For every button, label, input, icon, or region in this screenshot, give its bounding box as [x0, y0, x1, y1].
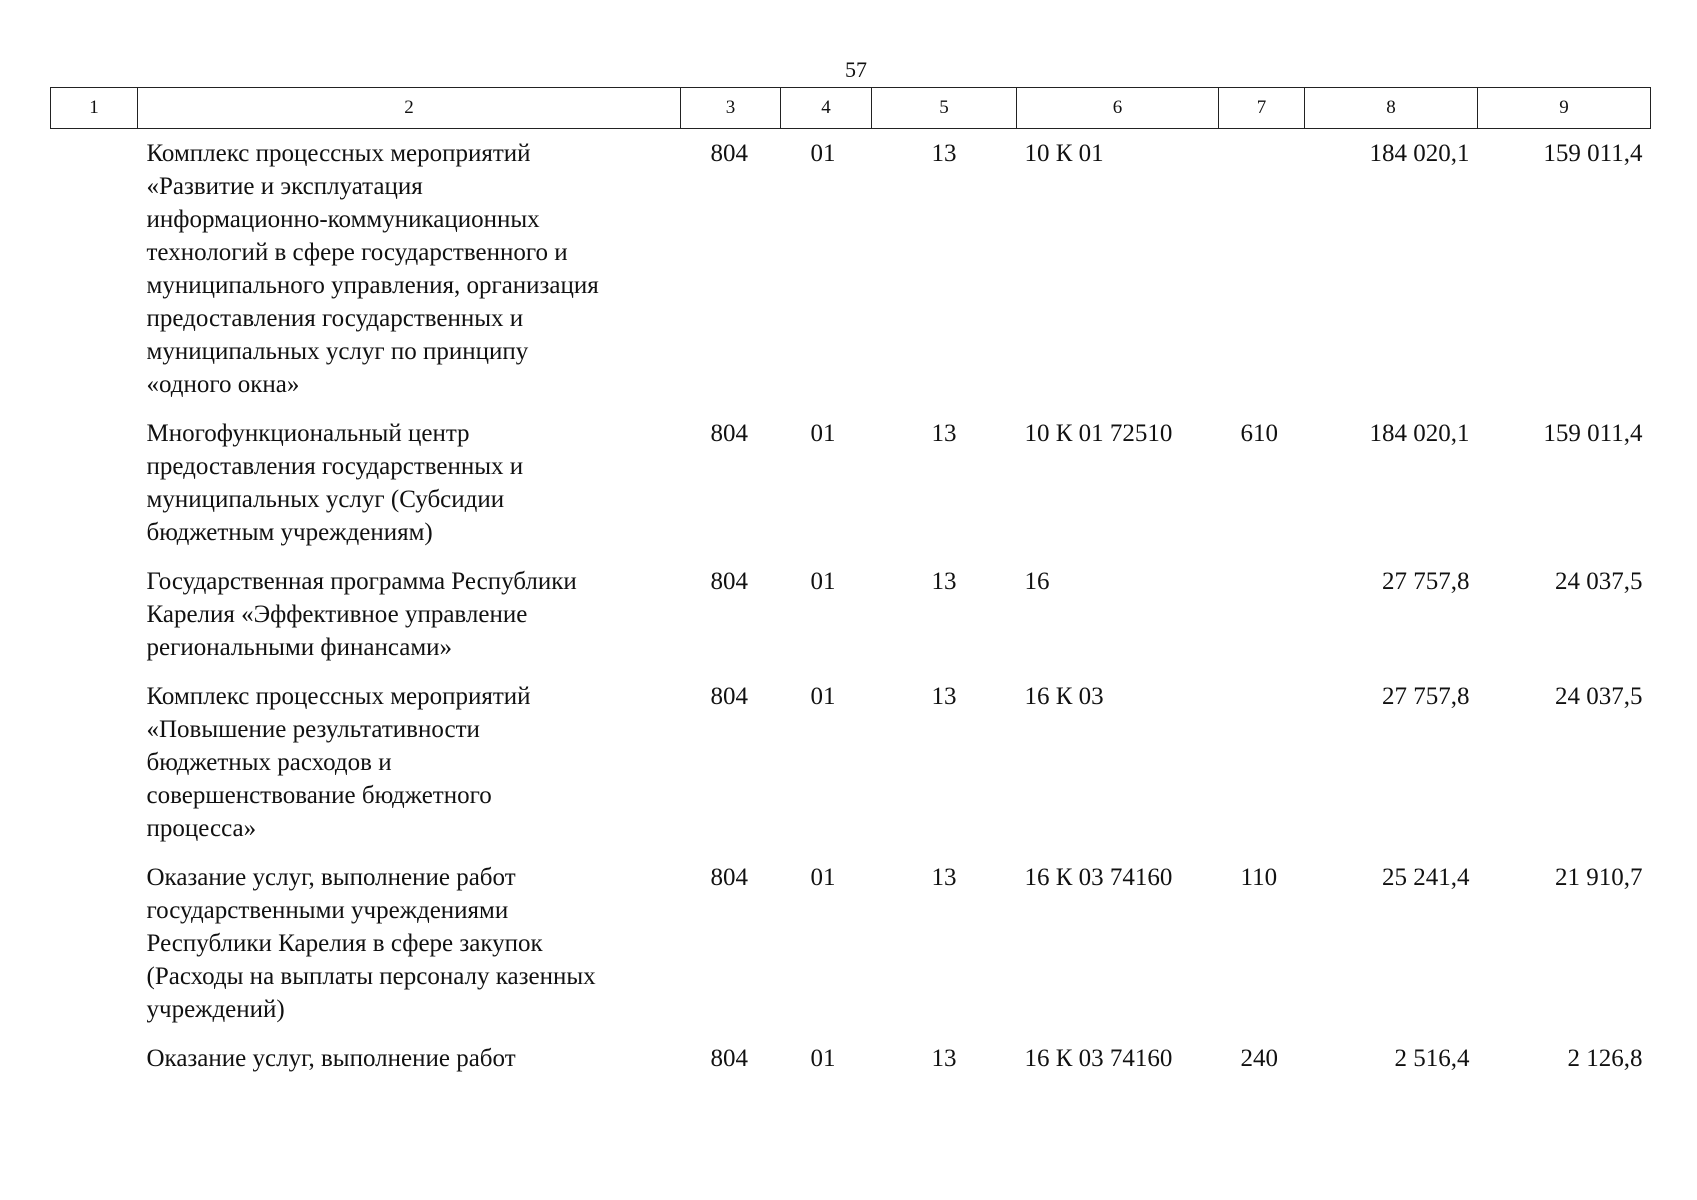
ministry-code-cell: 804 [710, 864, 748, 891]
amount-year2-cell: 21 910,7 [1555, 864, 1643, 891]
item-name-line: предоставления государственных и [146, 305, 524, 332]
table-body [51, 129, 1651, 1084]
table-row [51, 557, 1651, 672]
ministry-code-cell: 804 [710, 420, 748, 447]
row-number-cell [51, 557, 138, 672]
item-name-line: региональными финансами» [146, 634, 453, 661]
amount-year1-cell: 27 757,8 [1382, 683, 1470, 710]
table-row [51, 1034, 1651, 1083]
table-row [51, 672, 1651, 853]
row-number-cell [51, 1034, 138, 1083]
item-name-line: бюджетных расходов и [146, 749, 392, 776]
header-col-9: 9 [1478, 88, 1651, 129]
section-code-cell: 01 [810, 683, 836, 710]
item-name-line: Оказание услуг, выполнение работ [146, 1045, 516, 1072]
amount-year1-cell: 184 020,1 [1369, 420, 1470, 447]
row-number-cell [51, 409, 138, 557]
amount-year2-cell: 2 126,8 [1567, 1045, 1643, 1072]
amount-year1-cell: 25 241,4 [1382, 864, 1470, 891]
expense-type-cell [1219, 557, 1305, 672]
item-name-line: учреждений) [146, 996, 285, 1023]
ministry-code-cell: 804 [710, 140, 748, 167]
header-col-3: 3 [681, 88, 781, 129]
item-name-line: муниципальных услуг по принципу [146, 338, 529, 365]
section-code-cell: 01 [810, 140, 836, 167]
amount-year2-cell: 159 011,4 [1543, 140, 1643, 167]
page-number: 57 [845, 57, 867, 82]
item-name-cell [138, 853, 681, 1034]
item-name-line: технологий в сфере государственного и [146, 239, 568, 266]
item-name-line: бюджетным учреждениям) [146, 519, 433, 546]
amount-year1-cell: 184 020,1 [1369, 140, 1470, 167]
expense-type-cell [1219, 672, 1305, 853]
section-code-cell: 01 [810, 1045, 836, 1072]
subsection-code-cell: 13 [931, 1045, 957, 1072]
subsection-code-cell: 13 [931, 864, 957, 891]
item-name-cell [138, 672, 681, 853]
item-name-line: «Повышение результативности [146, 716, 480, 743]
target-article-cell: 16 К 03 74160 [1024, 864, 1173, 891]
item-name-line: Многофункциональный центр [146, 420, 470, 447]
section-code-cell: 01 [810, 864, 836, 891]
amount-year2-cell: 24 037,5 [1555, 568, 1643, 595]
item-name-line: «Развитие и эксплуатация [146, 173, 423, 200]
item-name-line: Комплекс процессных мероприятий [146, 140, 531, 167]
amount-year1-cell: 27 757,8 [1382, 568, 1470, 595]
table-header [51, 88, 1651, 129]
target-article-cell: 10 К 01 [1024, 140, 1104, 167]
ministry-code-cell: 804 [710, 568, 748, 595]
header-col-1: 1 [51, 88, 138, 129]
table-row [51, 853, 1651, 1034]
expense-type-cell [1219, 129, 1305, 410]
item-name-cell [138, 557, 681, 672]
item-name-line: Государственная программа Республики [146, 568, 577, 595]
item-name-line: муниципального управления, организация [146, 272, 599, 299]
item-name-line: совершенствование бюджетного [146, 782, 492, 809]
expense-type-cell: 240 [1240, 1045, 1278, 1072]
amount-year2-cell: 159 011,4 [1543, 420, 1643, 447]
header-col-2: 2 [138, 88, 681, 129]
header-col-5: 5 [872, 88, 1017, 129]
ministry-code-cell: 804 [710, 683, 748, 710]
amount-year1-cell: 2 516,4 [1394, 1045, 1470, 1072]
item-name-line: Республики Карелия в сфере закупок [146, 930, 543, 957]
item-name-cell [138, 1034, 681, 1083]
item-name-line: процесса» [146, 815, 257, 842]
item-name-line: Комплекс процессных мероприятий [146, 683, 531, 710]
header-col-7: 7 [1219, 88, 1305, 129]
target-article-cell: 16 [1024, 568, 1050, 595]
item-name-cell [138, 409, 681, 557]
item-name-cell [138, 129, 681, 410]
subsection-code-cell: 13 [931, 140, 957, 167]
item-name-line: Оказание услуг, выполнение работ [146, 864, 516, 891]
budget-table [50, 87, 1651, 1083]
item-name-line: (Расходы на выплаты персоналу казенных [146, 963, 596, 990]
item-name-line: «одного окна» [146, 371, 300, 398]
subsection-code-cell: 13 [931, 683, 957, 710]
item-name-line: информационно-коммуникационных [146, 206, 540, 233]
header-col-6: 6 [1017, 88, 1219, 129]
target-article-cell: 16 К 03 74160 [1024, 1045, 1173, 1072]
target-article-cell: 10 К 01 72510 [1024, 420, 1173, 447]
subsection-code-cell: 13 [931, 568, 957, 595]
amount-year2-cell: 24 037,5 [1555, 683, 1643, 710]
item-name-line: Карелия «Эффективное управление [146, 601, 528, 628]
target-article-cell: 16 К 03 [1024, 683, 1104, 710]
header-col-4: 4 [781, 88, 872, 129]
item-name-line: муниципальных услуг (Субсидии [146, 486, 505, 513]
section-code-cell: 01 [810, 420, 836, 447]
item-name-line: предоставления государственных и [146, 453, 524, 480]
ministry-code-cell: 804 [710, 1045, 748, 1072]
expense-type-cell: 110 [1240, 864, 1278, 891]
subsection-code-cell: 13 [931, 420, 957, 447]
table-row [51, 409, 1651, 557]
item-name-line: государственными учреждениями [146, 897, 509, 924]
table-row [51, 129, 1651, 410]
header-row [51, 88, 1651, 129]
section-code-cell: 01 [810, 568, 836, 595]
header-col-8: 8 [1305, 88, 1478, 129]
row-number-cell [51, 672, 138, 853]
row-number-cell [51, 129, 138, 410]
expense-type-cell: 610 [1240, 420, 1278, 447]
row-number-cell [51, 853, 138, 1034]
